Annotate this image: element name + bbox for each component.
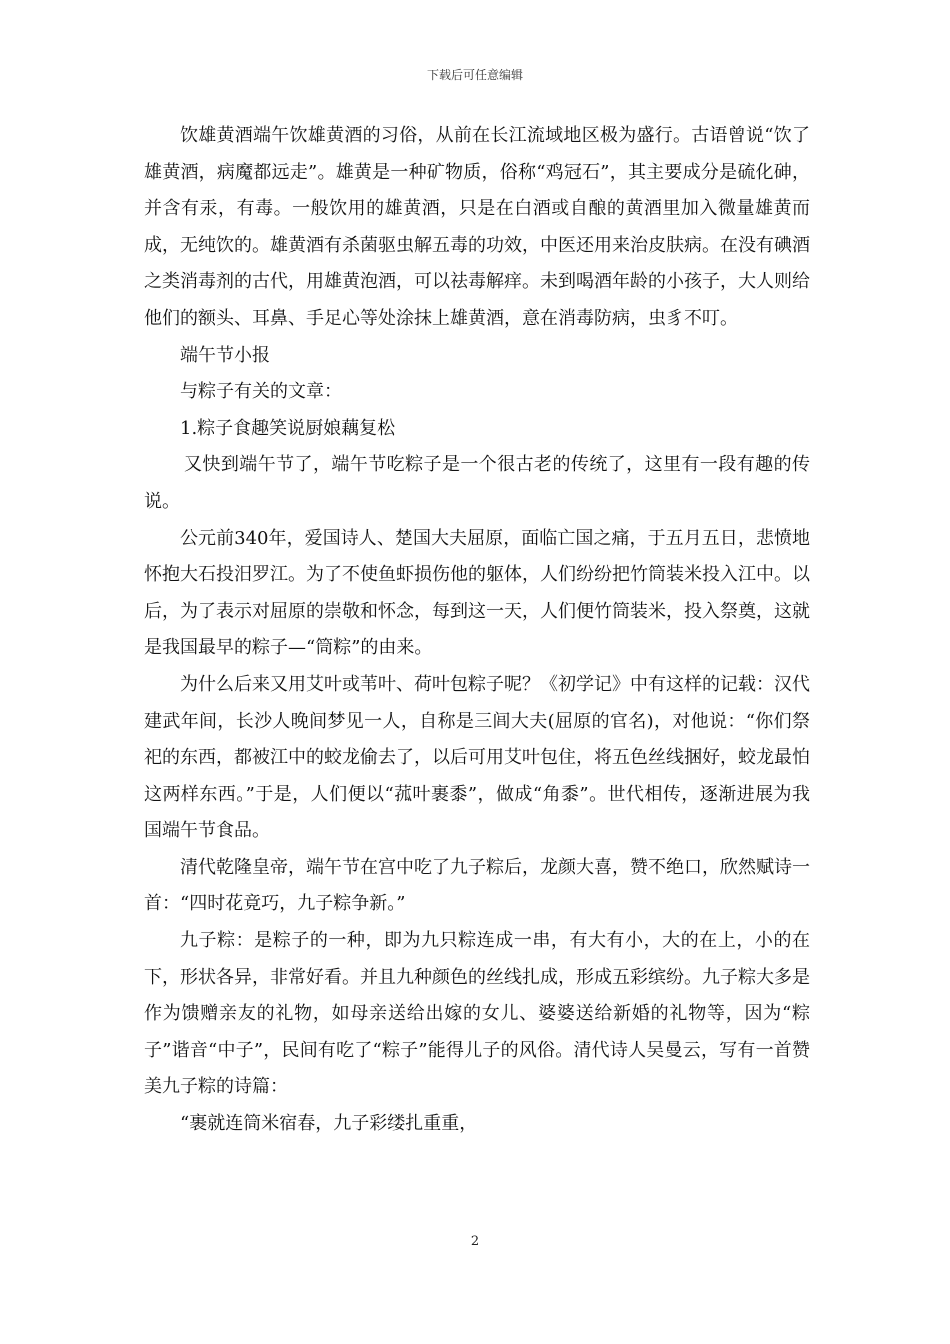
paragraph-qu-yuan: 公元前340年，爱国诗人、楚国大夫屈原，面临亡国之痛，于五月五日，悲愤地怀抱大石投汨罗江。为了不使鱼虾损伤他的躯体，人们纷纷把竹筒装米投入江中。以后，为了表示对屈原的崇敬和怀念，每到这一天，人们便竹筒装米，投入祭奠，这就是我国最早的粽子—“筒粽”的由来。 [144, 527, 810, 659]
section-subtitle-articles: 与粽子有关的文章： [180, 381, 342, 403]
paragraph-leaves: 为什么后来又用艾叶或苇叶、荷叶包粽子呢？《初学记》中有这样的记载：汉代建武年间，长沙人晚间梦见一人，自称是三闾大夫(屈原的官名)，对他说：“你们祭祀的东西，都被江中的蛟龙偷去了，以后可用艾叶包住，将五色丝线捆好，蛟龙最怕这两样东西。”于是，人们便以“菰叶裹黍”，做成“角黍”。世代相传，逐渐进展为我国端午节食品。 [144, 673, 810, 842]
article-title: 1.粽子食趣笑说厨娘藕复松 [180, 417, 396, 439]
document-body [144, 118, 810, 1143]
paragraph-intro: 又快到端午节了，端午节吃粽子是一个很古老的传统了，这里有一段有趣的传说。 [144, 454, 810, 512]
page-header: 下载后可任意编辑 [426, 68, 523, 82]
paragraph-nine-zongzi: 九子粽：是粽子的一种，即为九只粽连成一串，有大有小，大的在上，小的在下，形状各异，非常好看。并且九种颜色的丝线扎成，形成五彩缤纷。九子粽大多是作为馈赠亲友的礼物，如母亲送给出嫁的女儿、婆婆送给新婚的礼物等，因为“粽子”谐音“中子”，民间有吃了“粽子”能得儿子的风俗。清代诗人吴曼云，写有一首赞美九子粽的诗篇： [144, 930, 810, 1098]
paragraph-realgar-wine: 饮雄黄酒端午饮雄黄酒的习俗，从前在长江流域地区极为盛行。古语曾说“饮了雄黄酒，病魔都远走”。雄黄是一种矿物质，俗称“鸡冠石”，其主要成分是硫化砷，并含有汞，有毒。一般饮用的雄黄酒，只是在白酒或自酿的黄酒里加入微量雄黄而成，无纯饮的。雄黄酒有杀菌驱虫解五毒的功效，中医还用来治皮肤病。在没有碘酒之类消毒剂的古代，用雄黄泡酒，可以祛毒解痒。未到喝酒年龄的小孩子，大人则给他们的额头、耳鼻、手足心等处涂抹上雄黄酒，意在消毒防病，虫豸不叮。 [144, 125, 810, 329]
paragraph-qianlong: 清代乾隆皇帝，端午节在宫中吃了九子粽后，龙颜大喜，赞不绝口，欣然赋诗一首：“四时花竟巧，九子粽争新。” [144, 856, 810, 915]
page-number: 2 [470, 1234, 480, 1249]
section-title-newsletter: 端午节小报 [180, 344, 270, 366]
poem-line: “裹就连筒米宿春，九子彩缕扎重重， [180, 1113, 478, 1135]
